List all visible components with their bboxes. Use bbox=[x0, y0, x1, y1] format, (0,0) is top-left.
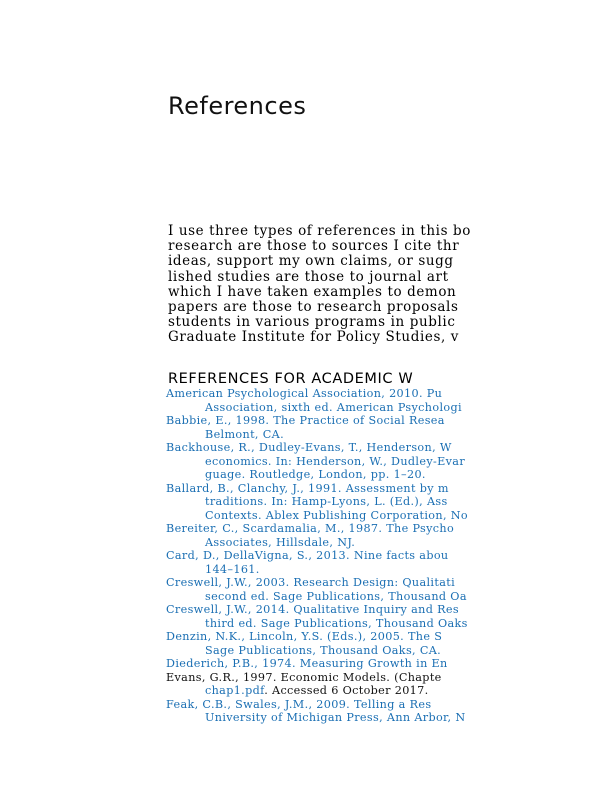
page-title: References bbox=[168, 92, 307, 120]
reference-line: American Psychological Association, 2010. Pu bbox=[166, 387, 443, 400]
reference-line: Sage Publications, Thousand Oaks, CA. bbox=[205, 643, 442, 657]
reference-line: Creswell, J.W., 2003. Research Design: Qualitati bbox=[166, 576, 455, 589]
reference-entry[interactable] bbox=[166, 387, 468, 414]
reference-line: 144–161. bbox=[205, 562, 260, 576]
reference-entry[interactable] bbox=[166, 603, 468, 630]
intro-line: which I have taken examples to demon bbox=[168, 283, 457, 300]
reference-entry[interactable] bbox=[166, 576, 468, 603]
reference-entry bbox=[166, 671, 468, 698]
reference-line: Babbie, E., 1998. The Practice of Social Resea bbox=[166, 414, 445, 427]
intro-line: papers are those to research proposals bbox=[168, 299, 459, 316]
reference-line: traditions. In: Hamp-Lyons, L. (Ed.), Ass bbox=[205, 495, 448, 508]
reference-entry[interactable] bbox=[166, 630, 468, 657]
reference-line: Ballard, B., Clanchy, J., 1991. Assessment by m bbox=[166, 481, 449, 495]
intro-line: lished studies are those to journal art bbox=[168, 268, 449, 285]
intro-paragraph bbox=[168, 224, 471, 346]
reference-entry[interactable] bbox=[166, 698, 468, 725]
reference-line: University of Michigan Press, Ann Arbor, N bbox=[205, 711, 466, 724]
reference-line: economics. In: Henderson, W., Dudley-Evar bbox=[205, 454, 466, 468]
intro-line: students in various programs in public bbox=[168, 314, 456, 331]
reference-entry[interactable] bbox=[166, 441, 468, 482]
reference-line: Creswell, J.W., 2014. Qualitative Inquiry and Res bbox=[166, 603, 459, 616]
reference-line: guage. Routledge, London, pp. 1–20. bbox=[205, 468, 426, 481]
section-heading: REFERENCES FOR ACADEMIC W bbox=[168, 371, 414, 387]
reference-line: Bereiter, C., Scardamalia, M., 1987. The Psycho bbox=[166, 522, 455, 535]
reference-line bbox=[166, 684, 468, 698]
reference-line: Association, sixth ed. American Psychologi bbox=[205, 400, 462, 414]
reference-line: Contexts. Ablex Publishing Corporation, No bbox=[205, 508, 468, 522]
reference-line: Card, D., DellaVigna, S., 2013. Nine facts abou bbox=[166, 549, 449, 562]
reference-line: Diederich, P.B., 1974. Measuring Growth in En bbox=[166, 657, 448, 670]
reference-line: second ed. Sage Publications, Thousand Oa bbox=[205, 589, 467, 603]
reference-line: third ed. Sage Publications, Thousand Oaks bbox=[205, 616, 468, 630]
reference-line: Feak, C.B., Swales, J.M., 2009. Telling a Res bbox=[166, 697, 432, 711]
intro-line: ideas, support my own claims, or sugg bbox=[168, 253, 454, 270]
intro-line: research are those to sources I cite thr bbox=[168, 238, 460, 255]
reference-line: Associates, Hillsdale, NJ. bbox=[205, 535, 356, 549]
reference-line: Evans, G.R., 1997. Economic Models. (Chapte bbox=[166, 670, 442, 684]
intro-line: I use three types of references in this bo bbox=[168, 223, 471, 239]
reference-list bbox=[166, 387, 468, 725]
intro-line: Graduate Institute for Policy Studies, v bbox=[168, 329, 460, 346]
reference-entry[interactable] bbox=[166, 482, 468, 523]
reference-line: Denzin, N.K., Lincoln, Y.S. (Eds.), 2005. The S bbox=[166, 630, 443, 643]
reference-line: Backhouse, R., Dudley-Evans, T., Henderson, W bbox=[166, 441, 452, 454]
reference-url-link[interactable]: chap1.pdf bbox=[205, 684, 265, 697]
reference-entry[interactable] bbox=[166, 657, 468, 671]
reference-access-note: . Accessed 6 October 2017. bbox=[264, 684, 429, 697]
reference-entry[interactable] bbox=[166, 522, 468, 549]
reference-entry[interactable] bbox=[166, 549, 468, 576]
reference-entry[interactable] bbox=[166, 414, 468, 441]
reference-line: Belmont, CA. bbox=[205, 427, 284, 441]
